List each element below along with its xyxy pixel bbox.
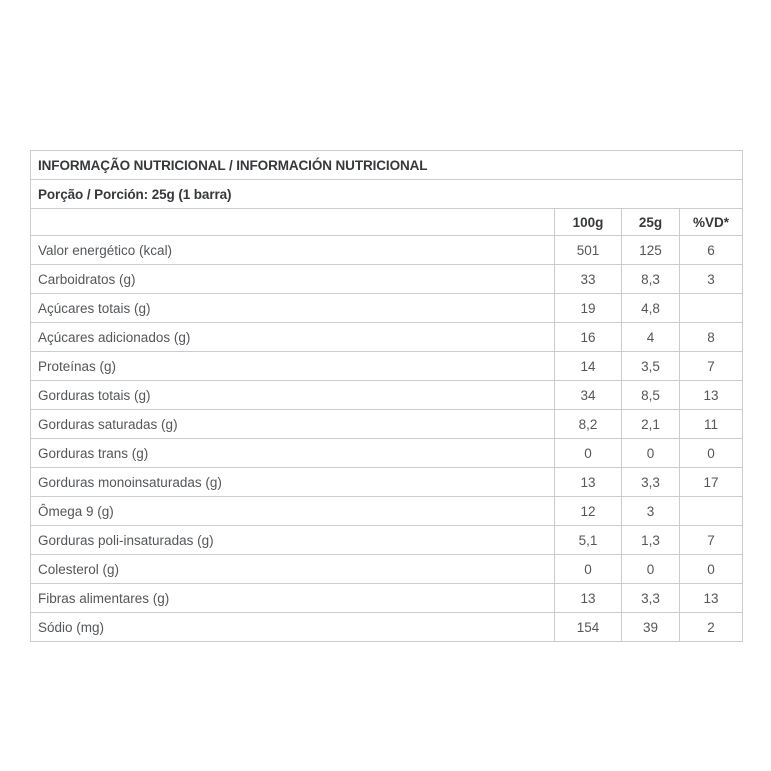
nutrition-facts-table [30,150,743,642]
row-label: Carboidratos (g) [31,265,555,294]
value-25g: 8,5 [622,381,680,410]
value-100g: 13 [555,584,622,613]
value-100g: 501 [555,236,622,265]
value-25g: 3,5 [622,352,680,381]
table-row [31,352,743,381]
value-25g: 3 [622,497,680,526]
table-row [31,555,743,584]
table-row [31,613,743,642]
column-header-empty [31,209,555,236]
value-25g: 3,3 [622,584,680,613]
value-100g: 13 [555,468,622,497]
value-vd: 11 [680,410,743,439]
value-vd: 13 [680,381,743,410]
value-vd: 7 [680,352,743,381]
nutrition-table-container [30,150,742,642]
row-label: Proteínas (g) [31,352,555,381]
value-100g: 5,1 [555,526,622,555]
value-100g: 14 [555,352,622,381]
value-100g: 33 [555,265,622,294]
value-100g: 0 [555,555,622,584]
row-label: Gorduras poli-insaturadas (g) [31,526,555,555]
table-title-row [31,151,743,180]
table-title: INFORMAÇÃO NUTRICIONAL / INFORMACIÓN NUTRICIONAL [31,151,743,180]
row-label: Gorduras monoinsaturadas (g) [31,468,555,497]
row-label: Gorduras trans (g) [31,439,555,468]
row-label: Colesterol (g) [31,555,555,584]
table-row [31,468,743,497]
row-label: Gorduras saturadas (g) [31,410,555,439]
table-row [31,236,743,265]
value-vd: 6 [680,236,743,265]
value-100g: 34 [555,381,622,410]
value-vd: 3 [680,265,743,294]
value-vd [680,294,743,323]
table-row [31,323,743,352]
table-row [31,584,743,613]
value-25g: 0 [622,439,680,468]
value-25g: 125 [622,236,680,265]
table-row [31,526,743,555]
column-header-25g: 25g [622,209,680,236]
value-100g: 12 [555,497,622,526]
column-header-100g: 100g [555,209,622,236]
row-label: Açúcares totais (g) [31,294,555,323]
value-vd: 0 [680,439,743,468]
row-label: Açúcares adicionados (g) [31,323,555,352]
row-label: Fibras alimentares (g) [31,584,555,613]
value-vd: 0 [680,555,743,584]
value-100g: 0 [555,439,622,468]
value-vd: 17 [680,468,743,497]
value-vd [680,497,743,526]
serving-size-row [31,180,743,209]
value-100g: 154 [555,613,622,642]
column-header-row [31,209,743,236]
table-row [31,497,743,526]
table-row [31,439,743,468]
value-vd: 8 [680,323,743,352]
row-label: Valor energético (kcal) [31,236,555,265]
table-row [31,265,743,294]
value-100g: 19 [555,294,622,323]
value-25g: 4,8 [622,294,680,323]
table-row [31,381,743,410]
value-25g: 3,3 [622,468,680,497]
value-25g: 4 [622,323,680,352]
table-row [31,410,743,439]
value-vd: 2 [680,613,743,642]
value-25g: 1,3 [622,526,680,555]
row-label: Sódio (mg) [31,613,555,642]
value-vd: 7 [680,526,743,555]
value-100g: 16 [555,323,622,352]
table-row [31,294,743,323]
column-header-vd: %VD* [680,209,743,236]
value-25g: 2,1 [622,410,680,439]
value-25g: 8,3 [622,265,680,294]
row-label: Gorduras totais (g) [31,381,555,410]
value-100g: 8,2 [555,410,622,439]
value-vd: 13 [680,584,743,613]
value-25g: 39 [622,613,680,642]
row-label: Ômega 9 (g) [31,497,555,526]
value-25g: 0 [622,555,680,584]
table-body [31,236,743,642]
serving-size-label: Porção / Porción: 25g (1 barra) [31,180,743,209]
